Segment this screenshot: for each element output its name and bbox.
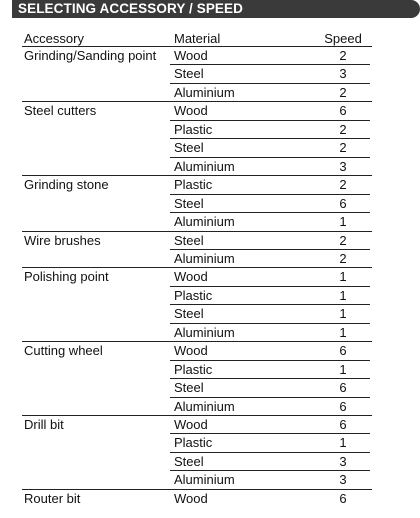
material-cell: Wood (174, 417, 208, 432)
speed-cell: 2 (339, 177, 347, 193)
row-divider (170, 64, 370, 65)
speed-cell: 3 (339, 472, 347, 488)
row-divider (170, 157, 370, 158)
accessory-name: Wire brushes (24, 232, 101, 248)
header-divider (22, 46, 372, 47)
material-cell: Steel (174, 232, 204, 248)
accessory-name: Grinding stone (24, 177, 109, 193)
speed-cell: 1 (339, 324, 347, 340)
accessory-name: Grinding/Sanding point (24, 48, 157, 63)
speed-cell: 6 (339, 398, 347, 414)
speed-cell: 1 (339, 435, 347, 451)
group-divider (22, 101, 372, 102)
row-divider (170, 360, 370, 361)
row-divider (170, 83, 370, 84)
material-cell: Steel (174, 195, 204, 211)
row-divider (170, 138, 370, 139)
speed-cell: 6 (339, 417, 347, 432)
accessory-name: Drill bit (24, 417, 64, 432)
accessory-name: Router bit (24, 490, 81, 506)
accessory-name: Cutting wheel (24, 343, 103, 359)
row-divider (170, 120, 370, 121)
row-divider (170, 452, 370, 453)
material-cell: Aluminium (174, 214, 235, 230)
material-cell: Aluminium (174, 472, 235, 488)
accessory-column-header: Accessory (24, 31, 84, 46)
row-divider (170, 378, 370, 379)
material-cell: Wood (174, 490, 208, 506)
speed-cell: 2 (339, 232, 347, 248)
speed-cell: 3 (339, 158, 347, 174)
row-divider (170, 323, 370, 324)
group-divider (22, 175, 372, 176)
material-column-header: Material (174, 31, 221, 46)
material-cell: Plastic (174, 121, 213, 137)
section-title: SELECTING ACCESSORY / SPEED (12, 0, 420, 18)
accessory-name: Steel cutters (24, 103, 97, 119)
speed-column-header: Speed (324, 31, 362, 46)
group-divider (22, 341, 372, 342)
speed-cell: 6 (339, 103, 347, 119)
accessory-name: Polishing point (24, 269, 109, 285)
material-cell: Steel (174, 140, 204, 156)
row-divider (170, 470, 370, 471)
speed-cell: 2 (339, 250, 347, 266)
speed-cell: 1 (339, 361, 347, 377)
speed-cell: 6 (339, 195, 347, 211)
material-cell: Wood (174, 48, 208, 63)
row-divider (170, 286, 370, 287)
speed-cell: 1 (339, 214, 347, 230)
group-divider (22, 415, 372, 416)
material-cell: Aluminium (174, 84, 235, 100)
material-cell: Wood (174, 269, 208, 285)
group-divider (22, 267, 372, 268)
row-divider (170, 433, 370, 434)
speed-cell: 2 (339, 121, 347, 137)
material-cell: Aluminium (174, 398, 235, 414)
speed-cell: 6 (339, 343, 347, 359)
speed-cell: 2 (339, 48, 347, 63)
row-divider (170, 212, 370, 213)
material-cell: Steel (174, 453, 204, 469)
speed-cell: 3 (339, 453, 347, 469)
speed-cell: 1 (339, 306, 347, 322)
speed-cell: 6 (339, 380, 347, 396)
row-divider (170, 304, 370, 305)
speed-cell: 3 (339, 66, 347, 82)
speed-cell: 2 (339, 140, 347, 156)
material-cell: Aluminium (174, 324, 235, 340)
material-cell: Plastic (174, 435, 213, 451)
material-cell: Wood (174, 103, 208, 119)
material-cell: Aluminium (174, 158, 235, 174)
group-divider (22, 231, 372, 232)
material-cell: Plastic (174, 177, 213, 193)
material-cell: Steel (174, 66, 204, 82)
material-cell: Plastic (174, 361, 213, 377)
material-cell: Steel (174, 306, 204, 322)
row-divider (170, 397, 370, 398)
speed-cell: 1 (339, 269, 347, 285)
row-divider (170, 249, 370, 250)
group-divider (22, 489, 372, 490)
speed-cell: 2 (339, 84, 347, 100)
material-cell: Aluminium (174, 250, 235, 266)
material-cell: Steel (174, 380, 204, 396)
speed-cell: 6 (339, 490, 347, 506)
row-divider (170, 194, 370, 195)
speed-cell: 1 (339, 287, 347, 303)
material-cell: Plastic (174, 287, 213, 303)
material-cell: Wood (174, 343, 208, 359)
